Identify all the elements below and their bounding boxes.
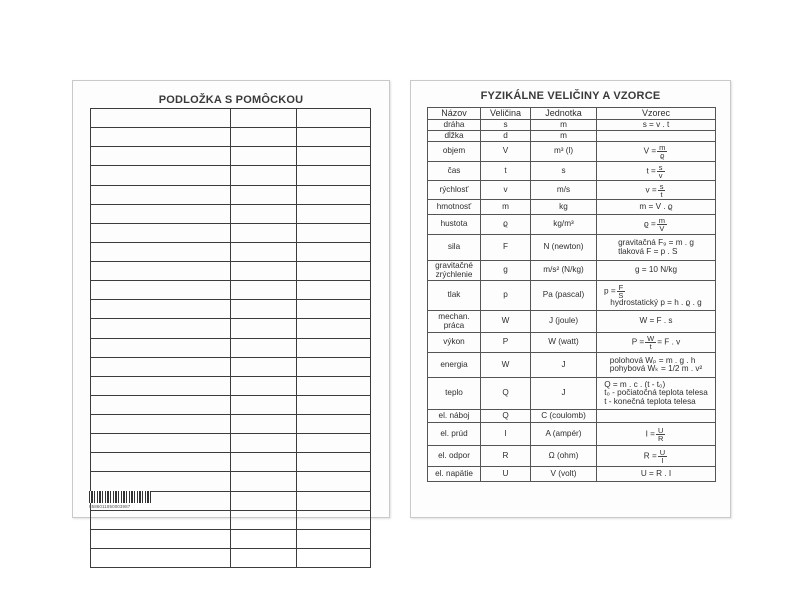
- quantity-name: [428, 311, 481, 333]
- fraction-formula: [598, 183, 714, 198]
- quantity-symbol: p: [481, 281, 531, 311]
- quantity-name: [428, 410, 481, 423]
- blank-cell: [91, 529, 231, 548]
- table-row: [428, 353, 716, 378]
- formula-prefix: I =: [645, 429, 655, 439]
- fraction: [617, 284, 626, 299]
- blank-cell: [231, 262, 297, 281]
- quantity-name-line: gravitačné: [435, 261, 473, 270]
- quantity-name: [428, 162, 481, 181]
- formula-line: Q = m . c . (t - t₀): [604, 379, 666, 389]
- quantity-name: [428, 378, 481, 410]
- quantity-symbol: d: [481, 131, 531, 142]
- quantity-unit: kg/m³: [531, 215, 597, 235]
- quantity-name-text: hmotnosť: [436, 201, 472, 211]
- quantity-name-line: mechan.: [438, 312, 470, 321]
- formula-line: polohová Wₚ = m . g . h: [609, 355, 696, 365]
- blank-cell: [231, 453, 297, 472]
- header-formula: Vzorec: [597, 108, 716, 120]
- blank-cell: [297, 147, 371, 166]
- fraction-formula: [598, 164, 714, 179]
- quantity-unit: N (newton): [531, 235, 597, 261]
- blank-cell: [91, 262, 231, 281]
- formula-prefix: P =: [631, 337, 645, 347]
- fraction-numerator: F: [618, 282, 624, 292]
- blank-cell: [297, 204, 371, 223]
- quantity-symbol: V: [481, 142, 531, 162]
- fraction-denominator: ϱ: [660, 151, 665, 160]
- blank-cell: [231, 185, 297, 204]
- blank-cell: [297, 109, 371, 128]
- blank-cell: [231, 109, 297, 128]
- blank-cell: [231, 472, 297, 491]
- formula-prefix: t =: [646, 166, 656, 176]
- quantity-unit: m³ (l): [531, 142, 597, 162]
- table-row: [428, 333, 716, 353]
- blank-row: [91, 338, 371, 357]
- blank-row: [91, 166, 371, 185]
- blank-cell: [231, 242, 297, 261]
- blank-cell: [297, 357, 371, 376]
- quantity-unit: J: [531, 378, 597, 410]
- fraction: [657, 144, 667, 159]
- quantity-formula: [597, 410, 716, 423]
- quantity-symbol: m: [481, 200, 531, 215]
- blank-row: [91, 262, 371, 281]
- quantity-symbol: R: [481, 446, 531, 467]
- quantity-symbol: t: [481, 162, 531, 181]
- quantity-name-text: energia: [440, 359, 468, 369]
- physics-formula-table: [427, 107, 716, 482]
- blank-cell: [231, 128, 297, 147]
- quantity-name-text: el. prúd: [440, 428, 468, 438]
- blank-cell: [231, 281, 297, 300]
- table-row: [428, 281, 716, 311]
- table-row: [428, 410, 716, 423]
- blank-row: [91, 109, 371, 128]
- blank-cell: [297, 491, 371, 510]
- quantity-formula: [597, 235, 716, 261]
- formula-line: tlaková F = p . S: [618, 246, 678, 256]
- blank-cell: [297, 472, 371, 491]
- quantity-name-text: teplo: [445, 388, 463, 398]
- blank-cell: [231, 548, 297, 567]
- blank-cell: [231, 166, 297, 185]
- blank-cell: [297, 395, 371, 414]
- table-row: [428, 467, 716, 482]
- quantity-unit: J (joule): [531, 311, 597, 333]
- blank-cell: [231, 338, 297, 357]
- blank-cell: [297, 376, 371, 395]
- quantity-symbol: Q: [481, 410, 531, 423]
- fraction-numerator: m: [659, 143, 666, 152]
- formula-line: hydrostatický p = h . ϱ . g: [610, 297, 702, 307]
- fraction: [657, 217, 667, 232]
- fraction-numerator: s: [658, 162, 663, 172]
- table-row: [428, 311, 716, 333]
- quantity-unit: m: [531, 120, 597, 131]
- blank-cell: [297, 529, 371, 548]
- quantity-unit: W (watt): [531, 333, 597, 353]
- quantity-symbol: I: [481, 423, 531, 446]
- quantity-name: [428, 142, 481, 162]
- quantity-name-text: tlak: [447, 290, 461, 300]
- quantity-unit: C (coulomb): [531, 410, 597, 423]
- fraction-denominator: V: [659, 224, 665, 233]
- blank-row: [91, 395, 371, 414]
- blank-cell: [297, 128, 371, 147]
- quantity-symbol: Q: [481, 378, 531, 410]
- quantity-name: [428, 120, 481, 131]
- quantity-unit: s: [531, 162, 597, 181]
- formula-line: gravitačná F₉ = m . g: [618, 238, 694, 247]
- blank-cell: [91, 395, 231, 414]
- table-row: [428, 120, 716, 131]
- blank-notes-sheet: [72, 80, 390, 518]
- quantity-name: [428, 333, 481, 353]
- blank-cell: [91, 338, 231, 357]
- quantity-name-line: zrýchlenie: [435, 269, 473, 279]
- blank-cell: [231, 319, 297, 338]
- formula-prefix: p =: [604, 286, 616, 296]
- blank-cell: [91, 204, 231, 223]
- fraction-denominator: t: [649, 342, 652, 351]
- formula-prefix: R =: [643, 451, 657, 461]
- quantity-name-line: práca: [443, 320, 465, 330]
- blank-cell: [91, 300, 231, 319]
- quantity-name: [428, 181, 481, 200]
- fraction-numerator: W: [647, 334, 655, 343]
- quantity-formula: W = F . s: [597, 311, 716, 333]
- quantity-name: [428, 200, 481, 215]
- blank-cell: [91, 434, 231, 453]
- table-row: [428, 181, 716, 200]
- blank-cell: [91, 223, 231, 242]
- quantity-unit: m: [531, 131, 597, 142]
- quantity-name: [428, 353, 481, 378]
- quantity-name: [428, 235, 481, 261]
- quantity-symbol: g: [481, 261, 531, 281]
- quantity-name-text: rýchlosť: [439, 184, 469, 194]
- blank-row: [91, 510, 371, 529]
- quantity-symbol: v: [481, 181, 531, 200]
- fraction-numerator: s: [659, 181, 664, 191]
- table-row: [428, 200, 716, 215]
- header-name: Názov: [428, 108, 481, 120]
- fraction-numerator: U: [657, 425, 664, 435]
- table-row: [428, 378, 716, 410]
- barcode-number: 8586011850003987: [89, 504, 131, 509]
- quantity-unit: kg: [531, 200, 597, 215]
- blank-cell: [91, 185, 231, 204]
- quantity-name-text: čas: [447, 165, 461, 175]
- quantity-formula: g = 10 N/kg: [597, 261, 716, 281]
- fraction-denominator: v: [658, 170, 663, 180]
- fraction-numerator: U: [659, 447, 666, 457]
- blank-cell: [297, 281, 371, 300]
- blank-row: [91, 376, 371, 395]
- quantity-name-text: sila: [447, 242, 461, 252]
- blank-row: [91, 223, 371, 242]
- table-row: [428, 215, 716, 235]
- formula-line: pohybová Wₖ = 1/2 m . v²: [609, 364, 703, 373]
- quantity-formula: [597, 378, 716, 410]
- blank-cell: [297, 319, 371, 338]
- quantity-name: [428, 446, 481, 467]
- fraction-denominator: t: [660, 189, 663, 199]
- quantity-unit: A (ampér): [531, 423, 597, 446]
- quantity-symbol: W: [481, 353, 531, 378]
- formula-prefix: V =: [643, 146, 657, 156]
- blank-cell: [231, 223, 297, 242]
- barcode-icon: [89, 491, 151, 503]
- quantity-name-text: dráha: [443, 119, 465, 129]
- quantity-formula: [597, 333, 716, 353]
- blank-cell: [231, 491, 297, 510]
- table-row: [428, 235, 716, 261]
- quantity-name-text: el. odpor: [438, 450, 470, 460]
- fraction-numerator: m: [658, 216, 665, 225]
- quantity-name: [428, 281, 481, 311]
- physics-formulas-sheet: [410, 80, 731, 518]
- formula-suffix: = F . v: [657, 337, 681, 347]
- quantity-formula: m = V . ϱ: [597, 200, 716, 215]
- formula-line: t₀ - počiatočná teplota telesa: [604, 388, 708, 398]
- quantity-symbol: s: [481, 120, 531, 131]
- blank-cell: [297, 223, 371, 242]
- blank-row: [91, 204, 371, 223]
- table-row: [428, 261, 716, 281]
- fraction-formula: [598, 284, 714, 299]
- blank-cell: [297, 166, 371, 185]
- blank-cell: [91, 166, 231, 185]
- quantity-name-text: el. náboj: [438, 410, 470, 420]
- quantity-name: [428, 215, 481, 235]
- blank-cell: [297, 262, 371, 281]
- quantity-unit: m/s² (N/kg): [531, 261, 597, 281]
- blank-row: [91, 357, 371, 376]
- blank-cell: [231, 529, 297, 548]
- fraction-formula: [598, 427, 714, 442]
- blank-cell: [231, 434, 297, 453]
- blank-cell: [91, 281, 231, 300]
- blank-cell: [297, 548, 371, 567]
- quantity-name-text: dĺžka: [444, 130, 464, 140]
- fraction: [657, 164, 665, 179]
- table-row: [428, 446, 716, 467]
- quantity-symbol: F: [481, 235, 531, 261]
- fraction-formula: [598, 449, 714, 464]
- blank-cell: [297, 338, 371, 357]
- left-sheet-title: PODLOŽKA S POMÔCKOU: [158, 94, 304, 106]
- header-quantity: Veličina: [481, 108, 531, 120]
- formula-prefix: ϱ =: [644, 219, 656, 229]
- blank-row: [91, 529, 371, 548]
- quantity-name: [428, 467, 481, 482]
- quantity-unit: V (volt): [531, 467, 597, 482]
- fraction: [656, 427, 665, 442]
- quantity-formula: [597, 162, 716, 181]
- blank-cell: [91, 510, 231, 529]
- fraction-formula: [598, 335, 714, 350]
- quantity-symbol: ϱ: [481, 215, 531, 235]
- quantity-formula: U = R . I: [597, 467, 716, 482]
- quantity-formula: s = v . t: [597, 120, 716, 131]
- quantity-unit: m/s: [531, 181, 597, 200]
- blank-cell: [297, 185, 371, 204]
- blank-row: [91, 434, 371, 453]
- blank-cell: [91, 319, 231, 338]
- blank-cell: [91, 242, 231, 261]
- quantity-name-text: výkon: [443, 337, 465, 347]
- table-row: [428, 423, 716, 446]
- blank-cell: [231, 357, 297, 376]
- blank-row: [91, 472, 371, 491]
- blank-row: [91, 242, 371, 261]
- quantity-formula: [597, 142, 716, 162]
- blank-cell: [231, 415, 297, 434]
- quantity-formula: [597, 181, 716, 200]
- blank-row: [91, 453, 371, 472]
- blank-cell: [297, 300, 371, 319]
- table-row: [428, 162, 716, 181]
- blank-row: [91, 185, 371, 204]
- blank-row: [91, 319, 371, 338]
- table-row: [428, 142, 716, 162]
- fraction: [658, 183, 666, 198]
- blank-row: [91, 548, 371, 567]
- quantity-symbol: P: [481, 333, 531, 353]
- blank-cell: [297, 415, 371, 434]
- blank-cell: [231, 300, 297, 319]
- blank-cell: [91, 357, 231, 376]
- quantity-name: [428, 261, 481, 281]
- quantity-formula: [597, 446, 716, 467]
- blank-cell: [91, 415, 231, 434]
- right-sheet-title: FYZIKÁLNE VELIČINY A VZORCE: [480, 90, 661, 102]
- quantity-symbol: W: [481, 311, 531, 333]
- formula-prefix: v =: [645, 185, 657, 195]
- quantity-symbol: U: [481, 467, 531, 482]
- blank-row: [91, 147, 371, 166]
- blank-cell: [297, 453, 371, 472]
- blank-cell: [91, 128, 231, 147]
- table-header-row: [428, 108, 716, 120]
- quantity-formula: [597, 353, 716, 378]
- blank-row: [91, 128, 371, 147]
- fraction-denominator: S: [618, 290, 624, 300]
- fraction: [645, 335, 656, 350]
- blank-cell: [231, 395, 297, 414]
- blank-cell: [91, 453, 231, 472]
- blank-cell: [91, 548, 231, 567]
- blank-cell: [297, 242, 371, 261]
- quantity-name: [428, 131, 481, 142]
- quantity-formula: [597, 215, 716, 235]
- quantity-name-text: hustota: [440, 219, 468, 229]
- fraction-formula: [598, 217, 714, 232]
- blank-row: [91, 300, 371, 319]
- blank-cell: [297, 510, 371, 529]
- formula-line: t - konečná teplota telesa: [604, 396, 696, 406]
- fraction-denominator: I: [661, 455, 664, 465]
- blank-row: [91, 281, 371, 300]
- blank-cell: [231, 204, 297, 223]
- blank-cell: [231, 147, 297, 166]
- blank-row: [91, 415, 371, 434]
- blank-cell: [297, 434, 371, 453]
- header-unit: Jednotka: [531, 108, 597, 120]
- blank-cell: [91, 109, 231, 128]
- quantity-unit: Pa (pascal): [531, 281, 597, 311]
- quantity-formula: [597, 423, 716, 446]
- quantity-name-text: el. napätie: [435, 468, 473, 478]
- fraction-formula: [598, 144, 714, 159]
- blank-cell: [91, 147, 231, 166]
- quantity-unit: Ω (ohm): [531, 446, 597, 467]
- blank-cell: [91, 376, 231, 395]
- fraction: [658, 449, 667, 464]
- quantity-unit: J: [531, 353, 597, 378]
- blank-cell: [91, 472, 231, 491]
- quantity-name-text: objem: [442, 146, 466, 156]
- table-row: [428, 131, 716, 142]
- blank-cell: [231, 376, 297, 395]
- quantity-formula: [597, 281, 716, 311]
- quantity-name: [428, 423, 481, 446]
- blank-cell: [231, 510, 297, 529]
- quantity-formula: [597, 131, 716, 142]
- fraction-denominator: R: [657, 433, 664, 443]
